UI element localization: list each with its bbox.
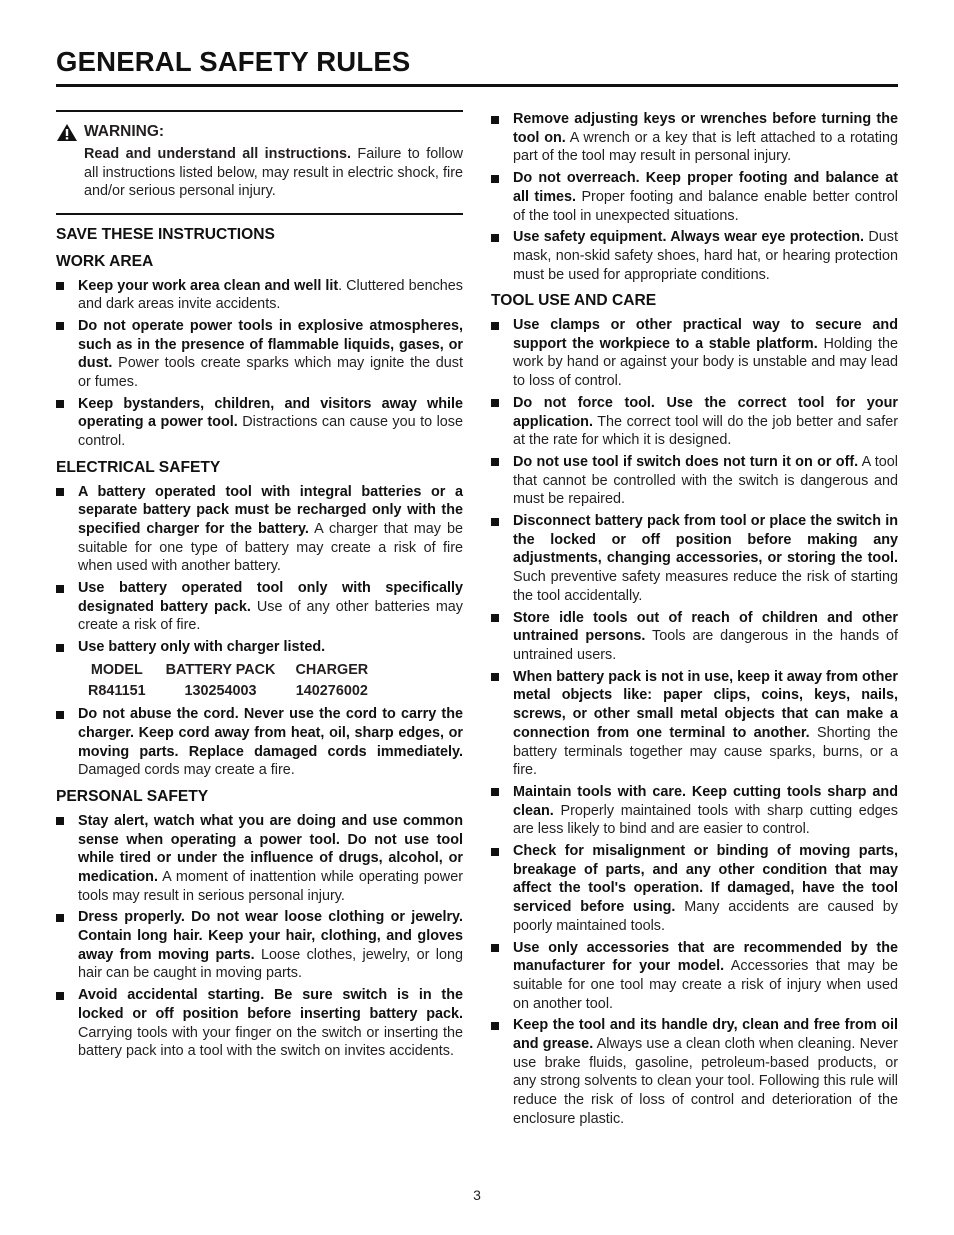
- item-text: Use of any other batteries may create a risk of fire.: [78, 598, 464, 634]
- bullet-icon: [491, 944, 499, 952]
- item-bold: Keep your work area clean and well lit: [78, 277, 339, 294]
- list-item: [56, 317, 463, 392]
- bullet-icon: [56, 400, 64, 408]
- table-header-row: [78, 660, 378, 681]
- table-header-cell: MODEL: [90, 661, 143, 678]
- item-text: Loose clothes, jewelry, or long hair can be caught in moving parts.: [78, 946, 463, 982]
- item-bold: Dress properly. Do not wear loose clothing or jewelry. Contain long hair. Keep your hair, clothing, and gloves away from moving parts.: [78, 909, 463, 963]
- bullet-icon: [56, 585, 64, 593]
- list-item: [56, 395, 463, 451]
- page-number: 3: [473, 1187, 481, 1203]
- item-bold: When battery pack is not in use, keep it away from other metal objects like: paper clips, coins, keys, nails, screws, or other small metal objects that can make a connection from one terminal to another.: [513, 668, 898, 741]
- warning-triangle-icon: [56, 123, 78, 142]
- item-bold: Do not overreach. Keep proper footing and balance at all times.: [513, 170, 898, 205]
- table-header-cell: BATTERY PACK: [165, 661, 276, 678]
- item-text: Such preventive safety measures reduce the risk of starting the tool accidentally.: [513, 569, 898, 604]
- bullet-icon: [491, 175, 499, 183]
- item-text: The correct tool will do the job better and safer at the rate for which it is designed.: [513, 413, 898, 449]
- item-bold: Do not abuse the cord. Never use the cord to carry the charger. Keep cord away from heat, oil, sharp edges, or moving parts. Replace damaged cords immediately.: [78, 706, 463, 760]
- table-row: [78, 681, 378, 702]
- warning-bold: Read and understand all instructions.: [84, 146, 352, 162]
- item-text: Accessories that may be suitable for one tool may create a risk of injury when used on another tool.: [513, 958, 898, 1012]
- item-bold: Do not operate power tools in explosive atmospheres, such as in the presence of flammable liquids, gases, or dust.: [78, 317, 463, 372]
- item-text: Proper footing and balance enable better control of the tool in unexpected situations.: [513, 188, 898, 224]
- bullet-icon: [491, 116, 499, 124]
- bullet-icon: [491, 399, 499, 407]
- list-item: [56, 812, 463, 906]
- bullet-icon: [56, 488, 64, 496]
- list-item: [491, 394, 898, 450]
- bullet-icon: [56, 282, 64, 290]
- item-text: A wrench or a key that is left attached to a rotating part of the tool may result in personal injury.: [513, 129, 898, 165]
- item-bold: Stay alert, watch what you are doing and use common sense when operating a power tool. Do not use tool while tired or under the influence of drugs, alcohol, or medication.: [78, 812, 463, 885]
- item-bold: Do not force tool. Use the correct tool for your application.: [513, 394, 898, 430]
- list-item: [491, 668, 898, 780]
- item-bold: Maintain tools with care. Keep cutting tools sharp and clean.: [513, 783, 898, 819]
- item-text: Dust mask, non-skid safety shoes, hard hat, or hearing protection must be used for appropriate conditions.: [513, 229, 898, 283]
- warning-heading: [56, 123, 463, 142]
- item-bold: Keep bystanders, children, and visitors away while operating a power tool.: [78, 395, 463, 431]
- item-bold: A battery operated tool with integral batteries or a separate battery pack must be recharged only with the specified charger for the battery.: [78, 483, 463, 537]
- list-item: [491, 316, 898, 391]
- item-bold: Store idle tools out of reach of children and other untrained persons.: [513, 609, 898, 645]
- bullet-icon: [491, 518, 499, 526]
- item-text: Always use a clean cloth when cleaning. Never use brake fluids, gasoline, petroleum-based products, or any strong solvents to clean your tool. Following this rule will reduce the risk of loss of control and deterioration of the enclosure plastic.: [513, 1036, 898, 1127]
- list-item: [56, 277, 463, 314]
- table-cell: R841151: [88, 682, 146, 699]
- item-text: Distractions can cause you to lose control.: [78, 414, 463, 450]
- charger-table: [78, 660, 378, 701]
- bullet-icon: [56, 914, 64, 922]
- bullet-icon: [56, 322, 64, 330]
- right-column: [491, 110, 898, 1132]
- bullet-icon: [491, 234, 499, 242]
- list-item: [491, 842, 898, 936]
- item-bold: Do not use tool if switch does not turn it on or off.: [513, 453, 859, 470]
- bullet-icon: [491, 322, 499, 330]
- bullet-icon: [491, 614, 499, 622]
- bullet-icon: [56, 644, 64, 652]
- list-item: [491, 228, 898, 284]
- item-bold: Avoid accidental starting. Be sure switch is in the locked or off position before inserting battery pack.: [78, 987, 463, 1022]
- list-item: [56, 986, 463, 1061]
- list-item: [491, 939, 898, 1014]
- list-item: [491, 512, 898, 606]
- list-item: [491, 783, 898, 839]
- warning-label: WARNING:: [84, 123, 165, 141]
- electrical-safety-heading: ELECTRICAL SAFETY: [56, 458, 221, 476]
- list-item: [491, 110, 898, 166]
- item-bold: Use clamps or other practical way to secure and support the workpiece to a stable platform.: [513, 317, 898, 352]
- bullet-icon: [491, 673, 499, 681]
- item-bold: Disconnect battery pack from tool or place the switch in the locked or off position before making any adjustments, changing accessories, or storing the tool.: [513, 513, 898, 567]
- work-area-heading: WORK AREA: [56, 252, 154, 270]
- bullet-icon: [491, 848, 499, 856]
- warning-box: [56, 110, 463, 215]
- item-text: A moment of inattention while operating power tools may result in serious personal injury.: [78, 868, 463, 904]
- item-bold: Use safety equipment. Always wear eye protection.: [513, 229, 865, 246]
- item-text: A charger that may be suitable for one type of battery may create a risk of fire when used with another battery.: [78, 520, 463, 575]
- item-bold: Use battery operated tool only with specifically designated battery pack.: [78, 580, 463, 615]
- left-column: [56, 110, 463, 1064]
- item-text: Power tools create sparks which may ignite the dust or fumes.: [78, 355, 463, 391]
- item-bold: Use only accessories that are recommended by the manufacturer for your model.: [513, 939, 898, 975]
- item-bold: Remove adjusting keys or wrenches before turning the tool on.: [513, 111, 898, 146]
- item-text: Tools are dangerous in the hands of untrained users.: [513, 628, 898, 663]
- list-item: [491, 453, 898, 509]
- item-text: Many accidents are caused by poorly maintained tools.: [513, 899, 898, 934]
- table-cell: 140276002: [295, 682, 368, 699]
- warning-rest: Failure to follow all instructions listed below, may result in electric shock, fire and/or serious personal injury.: [84, 146, 463, 200]
- list-item: [491, 169, 898, 225]
- item-text: Properly maintained tools with sharp cutting edges are less likely to bind and are easier to control.: [513, 802, 898, 838]
- bullet-icon: [491, 788, 499, 796]
- item-text: . Cluttered benches and dark areas invite accidents.: [78, 277, 463, 313]
- list-item: [56, 908, 463, 983]
- list-item: [491, 1016, 898, 1128]
- list-item: [56, 483, 463, 577]
- item-text: Damaged cords may create a fire.: [78, 762, 295, 779]
- bullet-icon: [491, 458, 499, 466]
- item-text: Shorting the battery terminals together may cause sparks, burns, or a fire.: [513, 724, 898, 779]
- list-item: [56, 705, 463, 780]
- item-text: Carrying tools with your finger on the switch or inserting the battery pack into a tool with the switch on invites accidents.: [78, 1024, 463, 1060]
- list-item: [56, 638, 463, 657]
- tool-use-heading: TOOL USE AND CARE: [491, 292, 657, 310]
- table-header-cell: CHARGER: [295, 661, 369, 678]
- bullet-icon: [56, 992, 64, 1000]
- item-text: Holding the work by hand or against your body is unstable and may lead to loss of control.: [513, 335, 898, 390]
- table-cell: 130254003: [184, 682, 257, 699]
- save-instructions-heading: SAVE THESE INSTRUCTIONS: [56, 226, 275, 244]
- bullet-icon: [56, 711, 64, 719]
- warning-text: [84, 145, 463, 201]
- item-bold: Use battery only with charger listed.: [78, 639, 326, 656]
- item-bold: Check for misalignment or binding of moving parts, breakage of parts, and any other condition that may affect the tool's operation. If damaged, have the tool serviced before using.: [513, 843, 898, 916]
- list-item: [56, 579, 463, 635]
- personal-safety-heading: PERSONAL SAFETY: [56, 788, 209, 806]
- title-divider: [56, 84, 898, 87]
- item-bold: Keep the tool and its handle dry, clean and free from oil and grease.: [513, 1017, 898, 1053]
- bullet-icon: [56, 817, 64, 825]
- list-item: [491, 609, 898, 665]
- page-title: GENERAL SAFETY RULES: [56, 46, 411, 77]
- item-text: A tool that cannot be controlled with the switch is dangerous and must be repaired.: [513, 453, 898, 508]
- bullet-icon: [491, 1022, 499, 1030]
